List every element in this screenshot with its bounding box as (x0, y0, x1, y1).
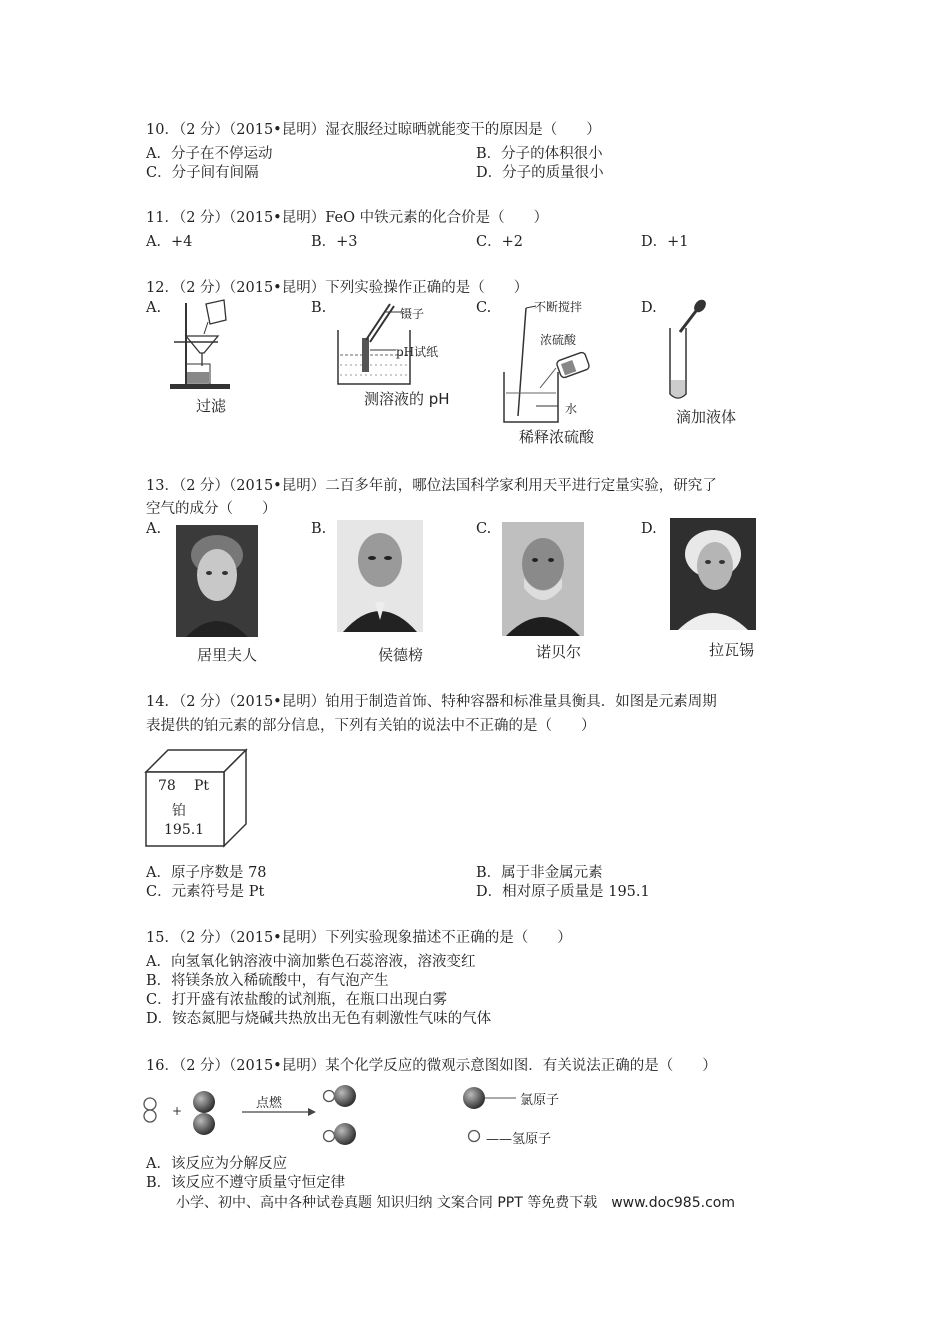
caption-dropping: 滴加液体 (676, 408, 737, 426)
q16-stem: 16．（2 分）（2015•昆明）某个化学反应的微观示意图如图．有关说法正确的是（ ） (146, 1058, 717, 1074)
q15-option-c: C．打开盛有浓盐酸的试剂瓶，在瓶口出现白雾 (146, 992, 448, 1008)
q12-letter-a: A. (146, 300, 162, 316)
name-nobel: 诺贝尔 (536, 643, 582, 661)
q11-option-c: C．+2 (476, 234, 523, 250)
q15-stem: 15．（2 分）（2015•昆明）下列实验现象描述不正确的是（ ） (146, 930, 572, 946)
label-stir: 不断搅拌 (534, 300, 583, 314)
q10-option-b: B．分子的体积很小 (476, 146, 603, 162)
name-lavoisier: 拉瓦锡 (709, 641, 755, 659)
legend-hydrogen: ——氢原子 (486, 1132, 552, 1147)
q14-option-c: C．元素符号是 Pt (146, 884, 265, 900)
dilution-figure (496, 298, 626, 426)
q14-option-a: A．原子序数是 78 (146, 865, 267, 881)
q16-option-a: A．该反应为分解反应 (146, 1156, 287, 1172)
svg-text:+: + (172, 1104, 183, 1118)
q11-option-d: D．+1 (641, 234, 689, 250)
q10-option-a: A．分子在不停运动 (146, 146, 273, 162)
q15-option-d: D．铵态氮肥与烧碱共热放出无色有刺激性气味的气体 (146, 1011, 492, 1027)
reaction-condition: 点燃 (256, 1096, 283, 1111)
label-water: 水 (565, 402, 578, 416)
q14-option-d: D．相对原子质量是 195.1 (476, 884, 650, 900)
element-symbol: Pt (194, 778, 210, 794)
element-mass: 195.1 (164, 822, 205, 838)
q16-option-b: B．该反应不遵守质量守恒定律 (146, 1175, 346, 1191)
q13-stem-line2: 空气的成分（ ） (146, 501, 277, 517)
label-tweezers: 镊子 (400, 307, 425, 321)
q13-letter-a: A. (146, 521, 162, 537)
legend-chlorine: 氯原子 (520, 1093, 560, 1108)
portrait-nobel (502, 522, 584, 636)
q10-option-d: D．分子的质量很小 (476, 165, 604, 181)
portrait-hou (337, 520, 423, 632)
name-curie: 居里夫人 (197, 646, 258, 664)
q15-option-a: A．向氢氧化钠溶液中滴加紫色石蕊溶液，溶液变红 (146, 954, 476, 970)
caption-dilution: 稀释浓硫酸 (519, 428, 595, 446)
q12-stem: 12．（2 分）（2015•昆明）下列实验操作正确的是（ ） (146, 280, 529, 296)
footer-note: 小学、初中、高中各种试卷真题 知识归纳 文案合同 PPT 等免费下载 www.doc985.com (176, 1195, 735, 1211)
q14-stem-line1: 14．（2 分）（2015•昆明）铂用于制造首饰、特种容器和标准量具衡具．如图是元素周期 (146, 694, 717, 710)
q10-option-c: C．分子间有间隔 (146, 165, 259, 181)
q12-letter-d: D. (641, 300, 657, 316)
q13-stem-line1: 13．（2 分）（2015•昆明）二百多年前，哪位法国科学家利用天平进行定量实验，研究了 (146, 478, 717, 494)
q11-stem: 11．（2 分）（2015•昆明）FeO 中铁元素的化合价是（ ） (146, 210, 549, 226)
q12-letter-c: C. (476, 300, 492, 316)
q13-letter-c: C. (476, 521, 492, 537)
name-hou: 侯德榜 (378, 646, 424, 664)
q12-letter-b: B. (311, 300, 327, 316)
q14-option-b: B．属于非金属元素 (476, 865, 603, 881)
caption-ph: 测溶液的 pH (364, 390, 450, 408)
q13-letter-d: D. (641, 521, 657, 537)
q10-stem: 10．（2 分）（2015•昆明）湿衣服经过晾晒就能变干的原因是（ ） (146, 122, 601, 138)
label-acid: 浓硫酸 (540, 333, 577, 347)
q11-option-a: A．+4 (146, 234, 193, 250)
element-name: 铂 (172, 803, 186, 819)
portrait-curie (176, 525, 258, 637)
filtration-figure (160, 298, 240, 393)
label-ph-paper: pH试纸 (396, 345, 439, 359)
dropping-figure (664, 298, 714, 404)
element-number: 78 (158, 778, 176, 794)
q11-option-b: B．+3 (311, 234, 358, 250)
portrait-lavoisier (670, 518, 756, 630)
q14-stem-line2: 表提供的铂元素的部分信息，下列有关铂的说法中不正确的是（ ） (146, 718, 596, 734)
q13-letter-b: B. (311, 521, 327, 537)
caption-filtration: 过滤 (196, 397, 227, 415)
q15-option-b: B．将镁条放入稀硫酸中，有气泡产生 (146, 973, 389, 989)
